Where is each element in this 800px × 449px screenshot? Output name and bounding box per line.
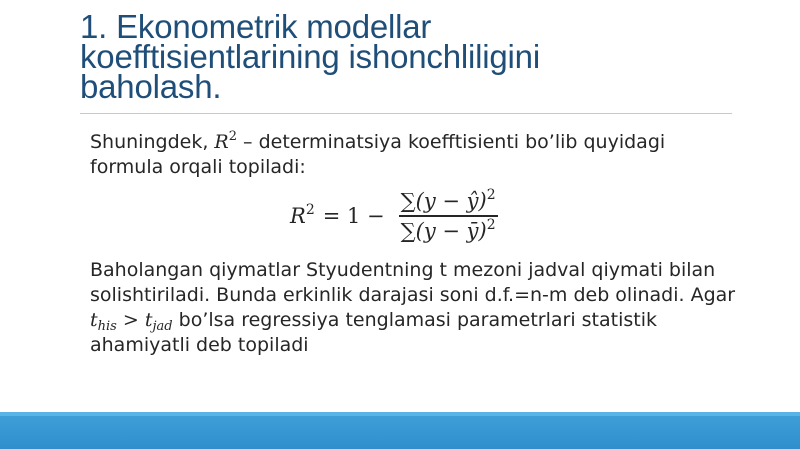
title-divider <box>80 113 732 114</box>
greater-than: > <box>116 309 145 331</box>
p1-text-after: – determinatsiya koefftisienti bo’lib quyidagi formula orqali topiladi: <box>90 131 666 178</box>
t-jad <box>144 309 173 334</box>
title-line-1: 1. Ekonometrik modellar <box>80 8 432 45</box>
formula-lhs <box>290 204 315 228</box>
p2-text-b: bo’lsa regressiya tenglamasi parametrlari statistik ahamiyatli deb topiladi <box>90 309 658 356</box>
numerator-exponent: 2 <box>486 187 496 204</box>
paragraph-student-test <box>90 258 740 358</box>
t-his-symbol: t <box>90 309 98 331</box>
slide-title <box>80 8 740 105</box>
r-exponent: 2 <box>228 129 237 144</box>
title-line-3: baholash. <box>80 68 222 105</box>
title-line-2: koefftisientlarining ishonchliligini <box>80 38 540 75</box>
p2-text-a: Baholangan qiymatlar Styudentning t mezoni jadval qiymati bilan solishtiriladi. Bunda erkinlik darajasi soni d.f.=n-m deb olinadi. Agar <box>90 259 736 306</box>
numerator-expr: ∑(y − ŷ) <box>400 189 487 214</box>
formula-numerator <box>399 189 498 215</box>
formula-lhs-symbol: R <box>290 204 306 228</box>
formula-lhs-exponent: 2 <box>305 202 315 218</box>
formula-equals: = 1 − <box>322 204 385 228</box>
t-his <box>90 309 117 334</box>
denominator-expr: ∑(y − ȳ) <box>400 218 487 243</box>
paragraph-determination <box>90 130 730 180</box>
t-jad-symbol: t <box>144 309 153 331</box>
formula-denominator <box>399 217 498 243</box>
p1-text-before: Shuningdek, <box>90 131 215 153</box>
denominator-exponent: 2 <box>486 216 496 233</box>
formula-fraction <box>399 189 498 243</box>
footer-accent-highlight <box>0 412 800 416</box>
r-squared-formula <box>290 183 498 249</box>
t-his-subscript: his <box>97 319 117 334</box>
r-squared-inline <box>214 131 237 153</box>
t-jad-subscript: jad <box>152 319 173 334</box>
r-symbol: R <box>214 131 229 153</box>
footer-accent-bar <box>0 412 800 449</box>
